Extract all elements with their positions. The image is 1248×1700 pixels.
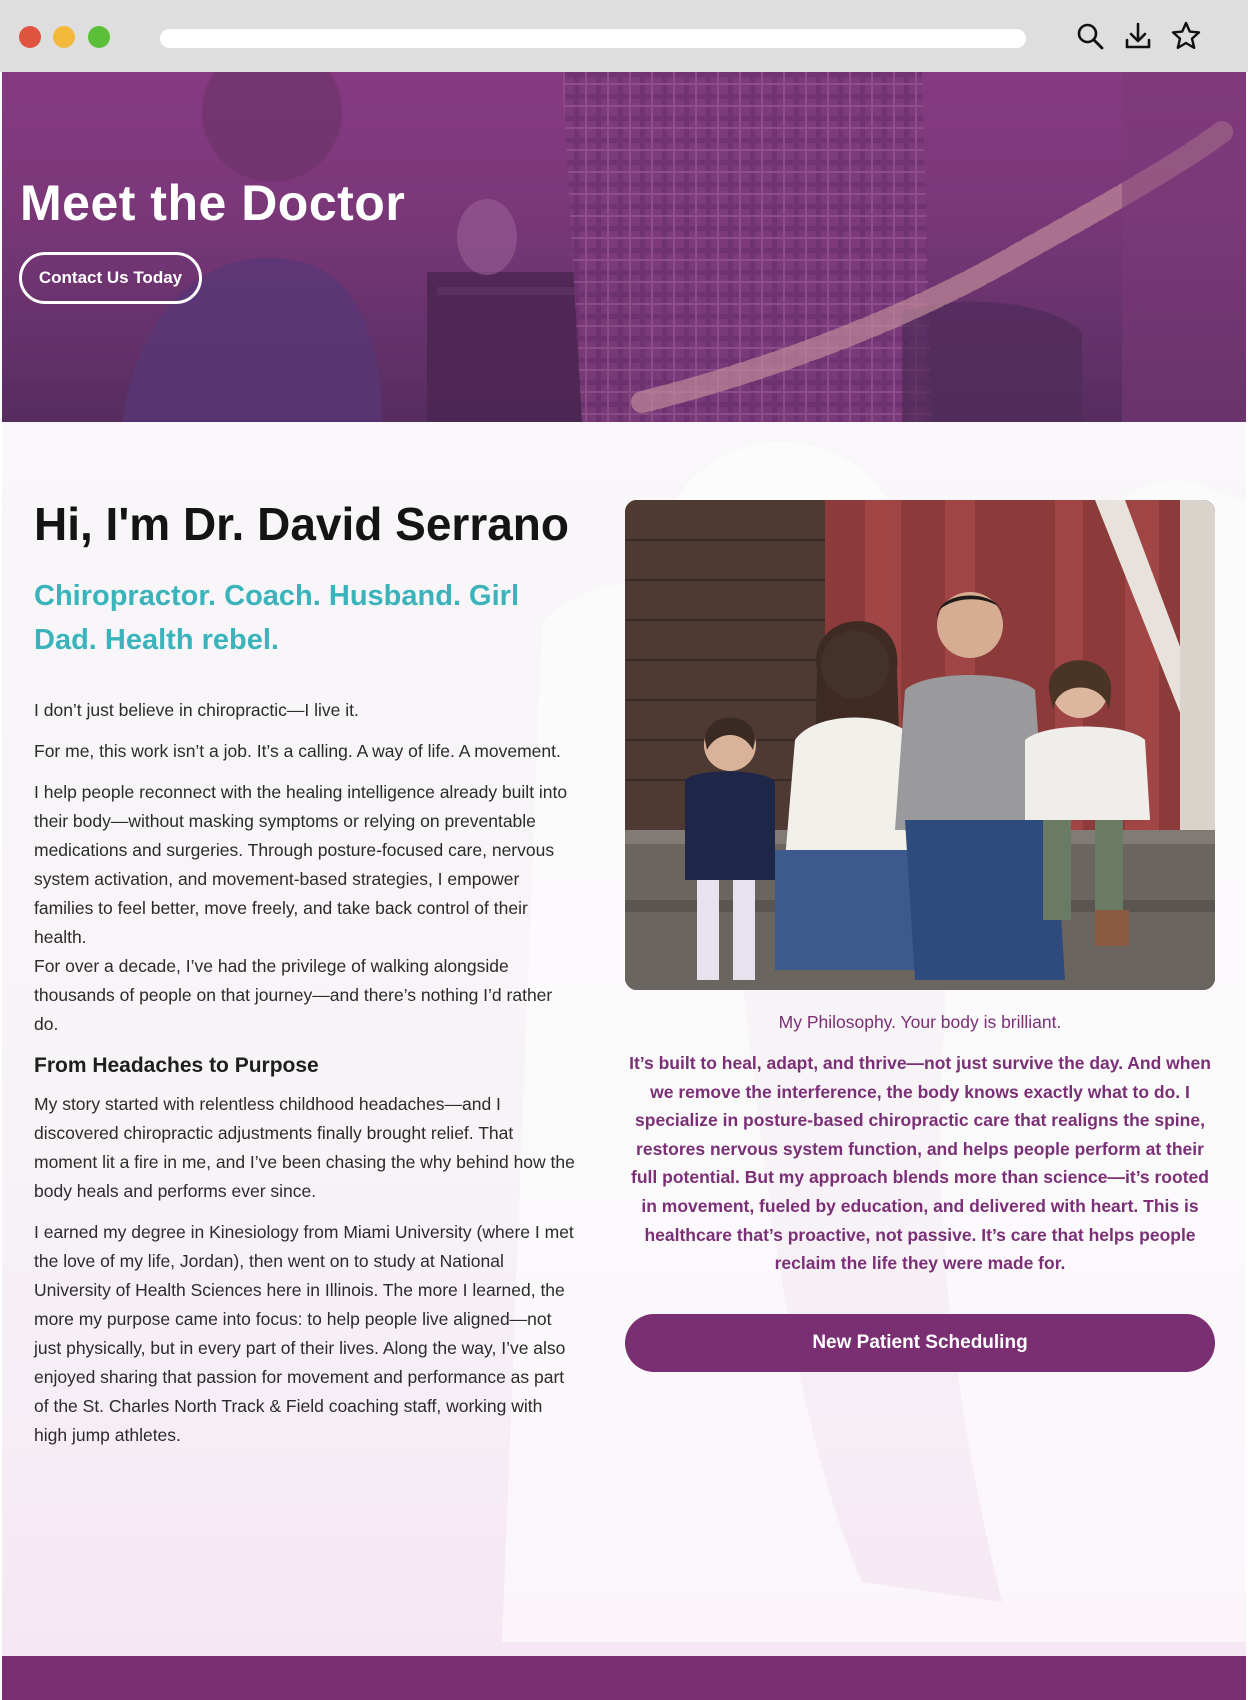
philosophy-body: It’s built to heal, adapt, and thrive—not just survive the day. And when we remove the interference, the body knows exactly what to do. I specialize in posture-based chiropractic care that realigns the spine, restores nervous system function, and helps people perform at their full potential. But my approach blends more than science—it’s rooted in movement, fueled by education, and delivered with heart. This is healthcare that’s proactive, not passive. It’s care that helps people reclaim the life they were made for.	[629, 1053, 1211, 1274]
philosophy-column	[625, 500, 1215, 1372]
bio-paragraph: For over a decade, I’ve had the privilege of walking alongside thousands of people on that journey—and there’s nothing I’d rather do.	[34, 956, 553, 1034]
star-icon[interactable]	[1168, 18, 1204, 54]
new-patient-scheduling-button[interactable]: New Patient Scheduling	[625, 1314, 1215, 1372]
bio-paragraph: For me, this work isn’t a job. It’s a calling. A way of life. A movement.	[34, 741, 561, 761]
family-photo-image	[625, 500, 1215, 990]
download-icon[interactable]	[1120, 18, 1156, 54]
doctor-name-heading: Hi, I'm Dr. David Serrano	[34, 498, 569, 550]
maximize-window-button[interactable]	[88, 26, 110, 48]
hero-title: Meet the Doctor	[20, 175, 406, 231]
contact-us-button[interactable]: Contact Us Today	[19, 252, 202, 304]
doctor-bio	[34, 500, 579, 1450]
story-paragraph: I earned my degree in Kinesiology from Miami University (where I met the love of my life, Jordan), then went on to study at National University of Health Sciences here in Illinois. The more I learned, the more my purpose came into focus: to help people live aligned—not just physically, but in every part of their lives. Along the way, I’ve also enjoyed sharing that passion for movement and performance as part of the St. Charles North Track & Field coaching staff, working with high jump athletes.	[34, 1222, 574, 1445]
philosophy-title: My Philosophy. Your body is brilliant.	[778, 1012, 1062, 1032]
hero-background-image	[2, 72, 1246, 422]
bio-paragraph: I help people reconnect with the healing intelligence already built into their body—without masking symptoms or relying on preventable medications and surgeries. Through posture-focused care, nervous system activation, and movement-based strategies, I empower families to feel better, move freely, and take back control of their health.	[34, 782, 568, 947]
minimize-window-button[interactable]	[53, 26, 75, 48]
close-window-button[interactable]	[19, 26, 41, 48]
doctor-tagline: Chiropractor. Coach. Husband. Girl Dad. Health rebel.	[34, 580, 520, 656]
about-doctor-section	[2, 422, 1246, 1656]
footer-band	[2, 1656, 1246, 1700]
browser-chrome	[0, 0, 1248, 72]
bio-paragraph: I don’t just believe in chiropractic—I live it.	[34, 700, 359, 720]
story-subheading: From Headaches to Purpose	[34, 1054, 319, 1077]
search-icon[interactable]	[1072, 18, 1108, 54]
address-bar[interactable]	[160, 29, 1026, 48]
family-photo	[625, 500, 1215, 990]
story-paragraph: My story started with relentless childhood headaches—and I discovered chiropractic adjustments finally brought relief. That moment lit a fire in me, and I’ve been chasing the why behind how the body heals and performs ever since.	[34, 1094, 575, 1201]
hero-banner	[2, 72, 1246, 422]
